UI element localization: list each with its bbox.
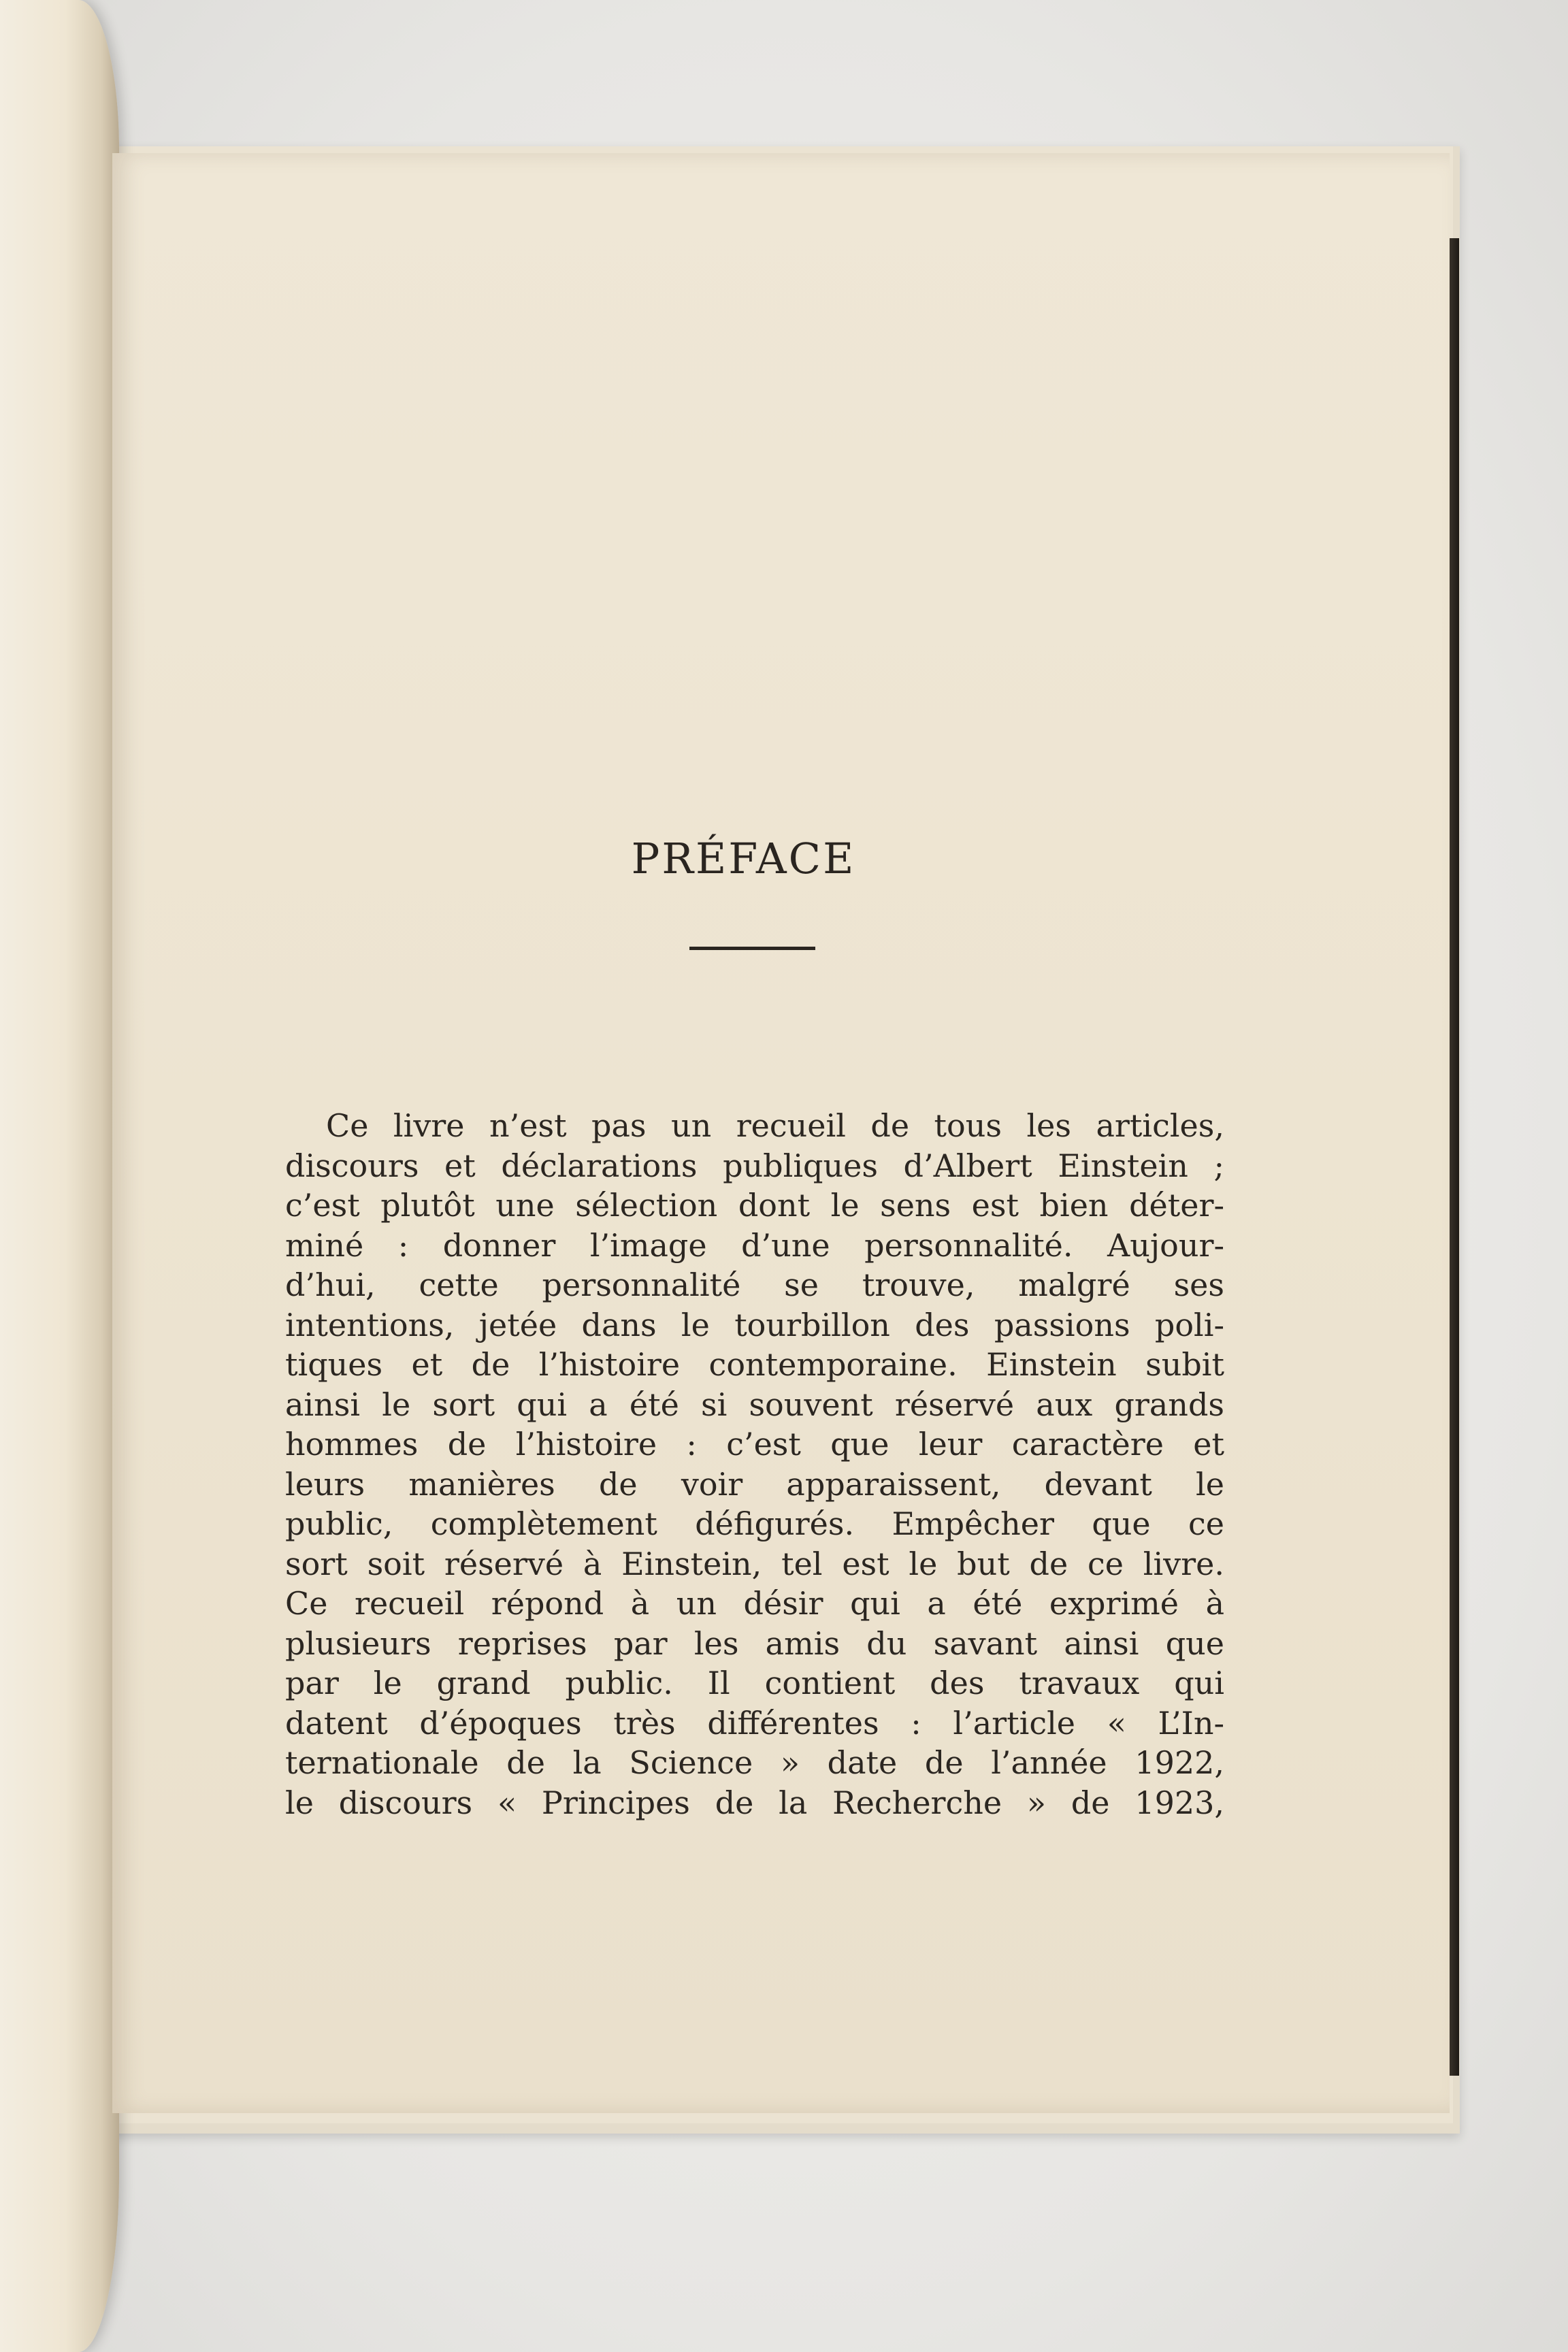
book-cover-edge	[1450, 238, 1459, 2076]
text-line: plusieurs reprises par les amis du savant ainsi que	[285, 1624, 1224, 1662]
text-line: hommes de l’histoire : c’est que leur caractère et	[285, 1426, 1224, 1463]
text-line: sort soit réservé à Einstein, tel est le but de ce livre.	[285, 1545, 1224, 1582]
text-line: leurs manières de voir apparaissent, devant le	[285, 1465, 1224, 1503]
preface-paragraph	[285, 1106, 1224, 1823]
text-line: d’hui, cette personnalité se trouve, malgré ses	[285, 1267, 1224, 1303]
text-line: ainsi le sort qui a été si souvent réservé aux grands	[285, 1386, 1224, 1423]
text-line: discours et déclarations publiques d’Albert Einstein ;	[285, 1147, 1224, 1184]
title-rule	[689, 947, 815, 950]
text-line: tiques et de l’histoire contemporaine. Einstein subit	[285, 1346, 1224, 1383]
book-page	[112, 153, 1450, 2113]
text-line: le discours « Principes de la Recherche » de 1923,	[285, 1784, 1224, 1821]
left-page-curl	[0, 0, 119, 2352]
text-line: miné : donner l’image d’une personnalité. Aujour-	[285, 1226, 1224, 1264]
text-line: datent d’époques très différentes : l’article « L’In-	[285, 1704, 1224, 1742]
text-line: public, complètement défigurés. Empêcher que ce	[285, 1505, 1224, 1542]
text-line: c’est plutôt une sélection dont le sens est bien déter-	[285, 1187, 1224, 1224]
text-line: ternationale de la Science » date de l’année 1922,	[285, 1744, 1224, 1781]
text-line: par le grand public. Il contient des travaux qui	[285, 1665, 1224, 1701]
text-line: Ce recueil répond à un désir qui a été exprimé à	[285, 1585, 1224, 1622]
text-line: Ce livre n’est pas un recueil de tous les articles,	[326, 1107, 1224, 1144]
page-title: PRÉFACE	[631, 834, 856, 883]
text-line: intentions, jetée dans le tourbillon des passions poli-	[285, 1306, 1224, 1343]
